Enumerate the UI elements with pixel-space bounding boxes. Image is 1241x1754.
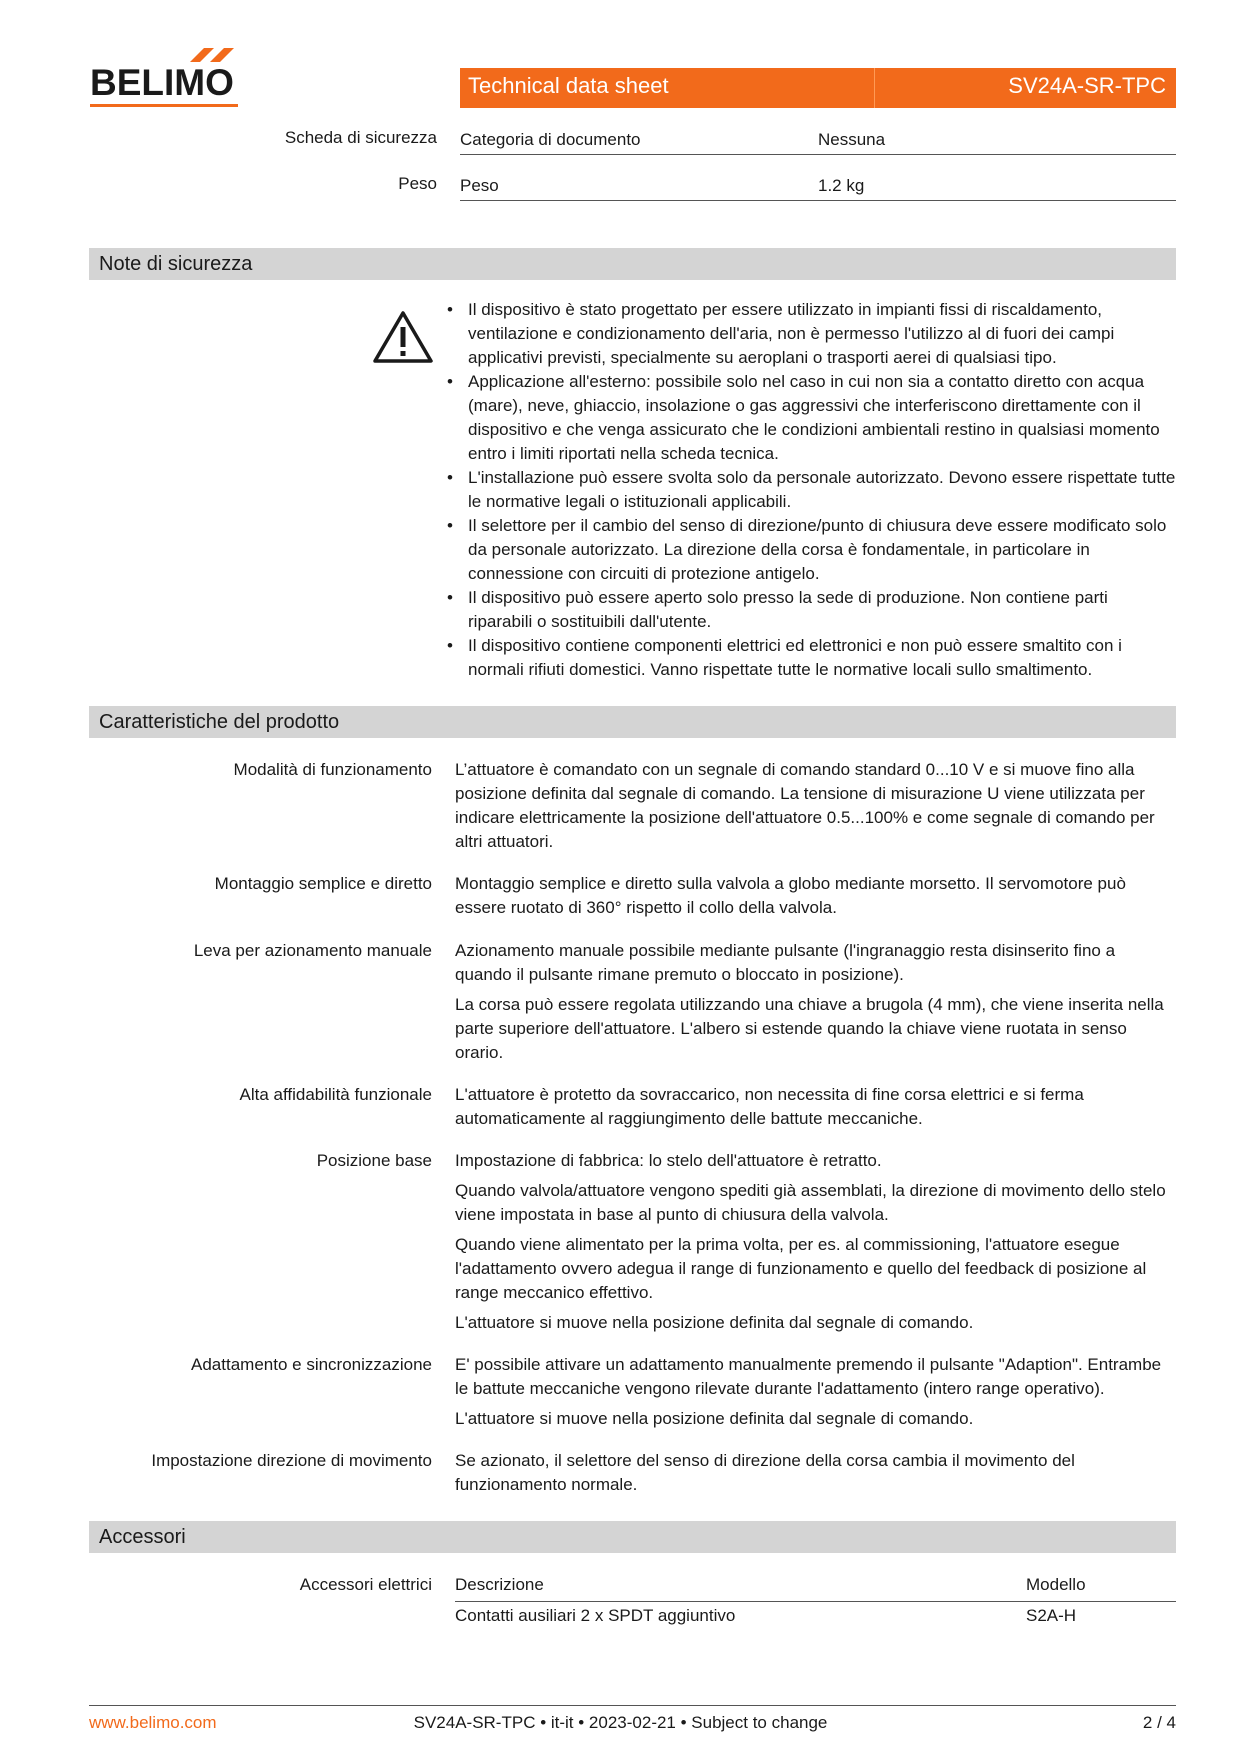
- feature-paragraph: L’attuatore è comandato con un segnale di comando standard 0...10 V e si muove fino alla posizione definita dal segnale di comando. La tensione di misurazione U viene utilizzata per indicare elettricamente la posizione dell'attuatore 0.5...100% e come segnale di comando per altri attuatori.: [455, 760, 1155, 851]
- feature-paragraph: Montaggio semplice e diretto sulla valvola a globo mediante morsetto. Il servomotore può essere ruotato di 360° rispetto il collo della valvola.: [455, 874, 1126, 917]
- list-item: • Il dispositivo contiene componenti elettrici ed elettronici e non può essere smaltito con i normali rifiuti domestici. Vanno rispettate tutte le normative locali sullo smaltimento.: [447, 634, 1176, 682]
- table-cell-description: Contatti ausiliari 2 x SPDT aggiuntivo: [455, 1606, 736, 1625]
- row-key-weight: Peso: [460, 176, 499, 195]
- section-title: Note di sicurezza: [99, 253, 253, 275]
- row-value-weight: 1.2 kg: [818, 176, 865, 195]
- feature-paragraph: Se azionato, il selettore del senso di direzione della corsa cambia il movimento del funzionamento normale.: [455, 1451, 1075, 1494]
- accessories-label: Accessori elettrici: [299, 1575, 432, 1594]
- feature-paragraph: Quando valvola/attuatore vengono spediti già assemblati, la direzione di movimento dello stelo viene impostata in base al punto di chiusura della valvola.: [455, 1181, 1166, 1224]
- footer-document-info: SV24A-SR-TPC • it-it • 2023-02-21 • Subject to change: [413, 1713, 828, 1732]
- section-product-features: [89, 706, 1176, 738]
- feature-label: Alta affidabilità funzionale: [239, 1085, 432, 1104]
- feature-label: Montaggio semplice e diretto: [214, 874, 432, 893]
- product-model: SV24A-SR-TPC: [1008, 73, 1166, 98]
- logo-text: BELIMO: [90, 62, 234, 103]
- feature-label: Modalità di funzionamento: [233, 760, 432, 779]
- safety-notes-list: [447, 298, 1176, 682]
- feature-description: [455, 758, 1176, 860]
- feature-paragraph: Azionamento manuale possibile mediante pulsante (l'ingranaggio resta disinserito fino a quando il pulsante rimane premuto o bloccato in posizione).: [455, 941, 1116, 984]
- feature-label: Leva per azionamento manuale: [193, 941, 432, 960]
- feature-paragraph: L'attuatore è protetto da sovraccarico, non necessita di fine corsa elettrici e si ferma automaticamente al raggiungimento delle battute meccaniche.: [455, 1085, 1084, 1128]
- row-label-safety-sheet: Scheda di sicurezza: [284, 128, 437, 147]
- row-key-document-category: Categoria di documento: [460, 130, 641, 149]
- footer-divider: [89, 1705, 1176, 1706]
- feature-paragraph: Quando viene alimentato per la prima volta, per es. al commissioning, l'attuatore esegue l'adattamento ovvero adegua il range di funzionamento e quello del feedback di posizione al range meccanico effettivo.: [455, 1235, 1147, 1302]
- feature-label: Posizione base: [316, 1151, 432, 1170]
- doc-title: Technical data sheet: [468, 73, 669, 98]
- row-divider: [460, 200, 1176, 201]
- row-label-weight: Peso: [398, 174, 437, 193]
- feature-label: Adattamento e sincronizzazione: [191, 1355, 432, 1374]
- header-divider: [874, 68, 875, 108]
- feature-paragraph: L'attuatore si muove nella posizione definita dal segnale di comando.: [455, 1313, 974, 1332]
- feature-paragraph: L'attuatore si muove nella posizione definita dal segnale di comando.: [455, 1409, 974, 1428]
- feature-description: [455, 1083, 1176, 1137]
- table-cell-model: S2A-H: [1026, 1606, 1077, 1625]
- feature-description: [455, 1149, 1176, 1341]
- list-item: • L'installazione può essere svolta solo da personale autorizzato. Devono essere rispettate tutte le normative legali o istituzionali applicabili.: [447, 466, 1176, 514]
- list-item: • Il dispositivo è stato progettato per essere utilizzato in impianti fissi di riscaldamento, ventilazione e condizionamento dell'aria, non è permesso l'utilizzo al di fuori dei campi applicativi previsti, specialmente su aeroplani o trasporti aerei di qualsiasi tipo.: [447, 298, 1176, 370]
- belimo-logo: [90, 48, 240, 108]
- feature-description: [455, 1449, 1176, 1503]
- table-header-divider: [455, 1601, 1176, 1602]
- footer-website-link[interactable]: www.belimo.com: [89, 1713, 217, 1732]
- warning-triangle-icon: [372, 310, 434, 364]
- section-safety-notes: [89, 248, 1176, 280]
- logo-underline: [90, 104, 238, 107]
- feature-label: Impostazione direzione di movimento: [151, 1451, 432, 1470]
- feature-paragraph: Impostazione di fabbrica: lo stelo dell'attuatore è retratto.: [455, 1151, 882, 1170]
- logo-chevron-icon: [186, 44, 246, 64]
- section-accessories: [89, 1521, 1176, 1553]
- row-value-document-category: Nessuna: [818, 130, 886, 149]
- section-title: Caratteristiche del prodotto: [99, 711, 340, 733]
- table-header-description: Descrizione: [455, 1575, 544, 1594]
- feature-description: [455, 872, 1176, 926]
- footer-page-number: 2 / 4: [1142, 1713, 1176, 1732]
- feature-description: [455, 939, 1176, 1071]
- header-bar: [460, 68, 1176, 108]
- feature-paragraph: E' possibile attivare un adattamento manualmente premendo il pulsante "Adaption". Entrambe le battute meccaniche vengono rilevate durante l'adattamento (intero range operativo).: [455, 1355, 1162, 1398]
- feature-description: [455, 1353, 1176, 1437]
- feature-paragraph: La corsa può essere regolata utilizzando una chiave a brugola (4 mm), che viene inserita nella parte superiore dell'attuatore. L'albero si estende quando la chiave viene ruotata in senso orario.: [455, 995, 1164, 1062]
- section-title: Accessori: [99, 1526, 186, 1548]
- list-item: • Il selettore per il cambio del senso di direzione/punto di chiusura deve essere modificato solo da personale autorizzato. La direzione della corsa è fondamentale, in particolare in connessione con circuiti di protezione antigelo.: [447, 514, 1176, 586]
- list-item: • Il dispositivo può essere aperto solo presso la sede di produzione. Non contiene parti riparabili o sostituibili dall'utente.: [447, 586, 1176, 634]
- list-item: • Applicazione all'esterno: possibile solo nel caso in cui non sia a contatto diretto con acqua (mare), neve, ghiaccio, insolazione o gas aggressivi che interferiscono direttamente con il dispositivo e che venga assicurato che le condizioni ambientali restino in qualsiasi momento entro i limiti riportati nella scheda tecnica.: [447, 370, 1176, 466]
- row-divider: [460, 154, 1176, 155]
- table-header-model: Modello: [1026, 1575, 1086, 1594]
